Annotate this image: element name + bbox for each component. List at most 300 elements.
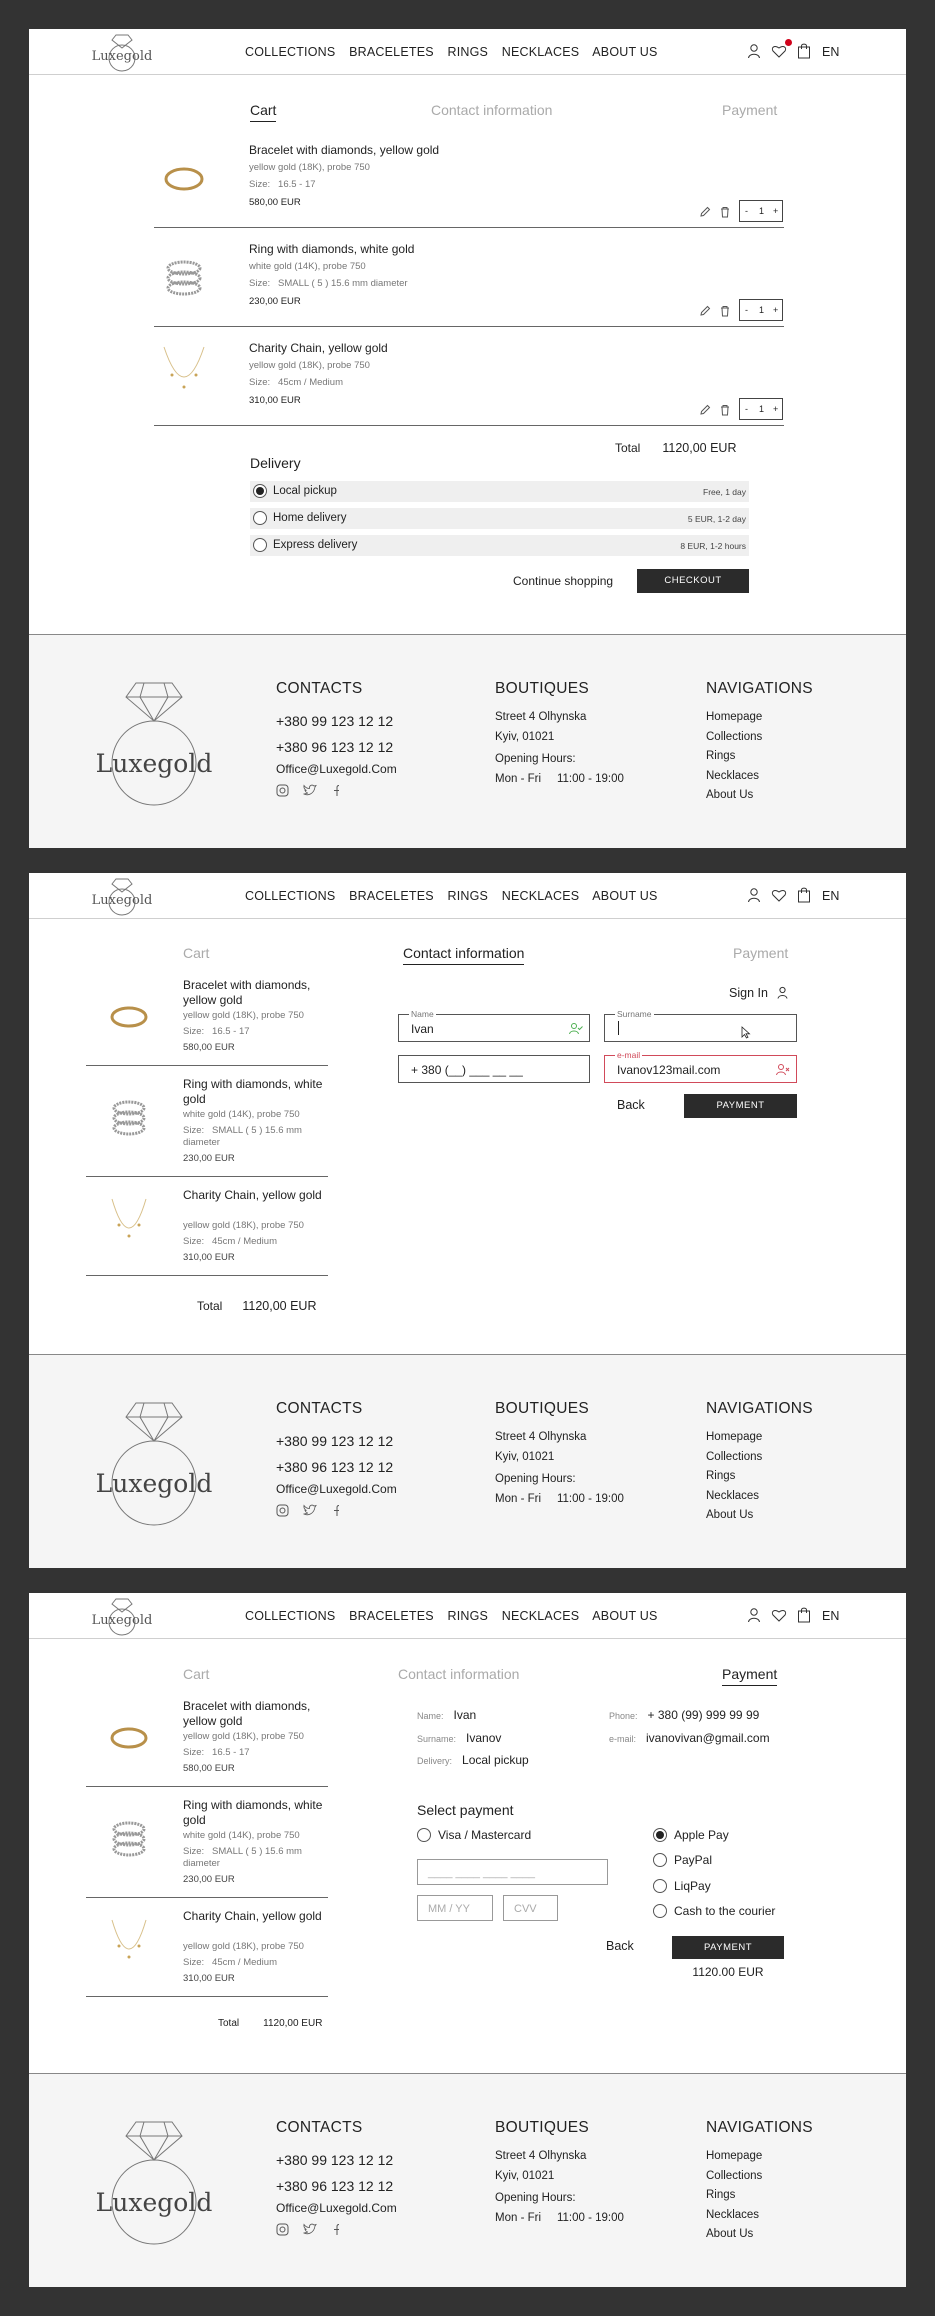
continue-shopping-link[interactable]: Continue shopping [513, 574, 614, 588]
back-link[interactable]: Back [617, 1098, 645, 1112]
user-icon[interactable] [747, 43, 761, 59]
hours: Mon - Fri 11:00 - 19:00 [495, 1492, 624, 1505]
option-label: Visa / Mastercard [438, 1828, 532, 1842]
item-size [249, 278, 408, 289]
payment-option-paypal[interactable] [653, 1853, 712, 1867]
item-price: 230,00 EUR [249, 296, 301, 307]
quantity-stepper [739, 299, 783, 321]
user-check-icon [569, 1022, 583, 1035]
contacts-title: CONTACTS [276, 2119, 363, 2136]
item-price: 580,00 EUR [183, 1042, 235, 1053]
email-value: Ivanov123mail.com [617, 1063, 721, 1077]
info-email [609, 1731, 770, 1745]
qty-minus[interactable]: - [745, 206, 748, 216]
step-payment[interactable]: Payment [722, 102, 778, 118]
sign-in-label: Sign In [729, 986, 768, 1000]
info-key: Delivery: [417, 1756, 453, 1766]
size-value: SMALL ( 5 ) 15.6 mm diameter [278, 278, 408, 289]
delivery-info: 8 EUR, 1-2 hours [680, 541, 746, 551]
header [29, 873, 906, 919]
expiry-input[interactable]: MM / YY [417, 1895, 493, 1921]
footer-logo[interactable] [84, 675, 224, 815]
item-size [249, 377, 343, 388]
sign-in-link[interactable] [729, 986, 788, 1000]
email-link[interactable]: Office@Luxegold.Com [276, 2201, 397, 2215]
language-switch[interactable]: EN [822, 889, 840, 903]
main-nav [245, 45, 668, 59]
radio[interactable] [653, 1879, 667, 1893]
nav-collections[interactable]: COLLECTIONS [245, 45, 336, 59]
header [29, 1593, 906, 1639]
name-label: Name [411, 1009, 434, 1019]
checkout-button[interactable]: CHECKOUT [637, 569, 749, 593]
radio[interactable] [653, 1853, 667, 1867]
email-link[interactable]: Office@Luxegold.Com [276, 1482, 397, 1496]
size-label: Size: [183, 1957, 205, 1968]
step-cart[interactable]: Cart [183, 1666, 210, 1682]
text-cursor [618, 1021, 619, 1035]
main-nav [245, 889, 668, 903]
facebook-icon[interactable] [332, 784, 340, 797]
twitter-icon[interactable] [303, 1504, 317, 1517]
payment-amount: 1120.00 EUR [692, 1965, 764, 1979]
phone-value: + 380 (__) ___ __ __ [411, 1063, 523, 1077]
step-cart[interactable]: Cart [183, 945, 210, 961]
footer-logo[interactable] [84, 2114, 224, 2254]
item-name[interactable]: Bracelet with diamonds, yellow gold [249, 143, 440, 157]
delivery-label: Home delivery [273, 512, 347, 524]
main-nav [245, 1609, 668, 1623]
item-material: yellow gold (18K), probe 750 [183, 1010, 304, 1021]
nav-rings[interactable]: RINGS [447, 889, 489, 903]
mouse-pointer-icon [741, 1026, 751, 1039]
footer-link-collections[interactable]: Collections [706, 730, 763, 743]
cart-item [154, 129, 784, 228]
logo[interactable] [87, 31, 157, 73]
hours-title: Opening Hours: [495, 2192, 576, 2204]
total-label: Total [197, 1299, 223, 1313]
delivery-label: Local pickup [273, 485, 337, 497]
surname-label: Surname [617, 1009, 652, 1019]
delivery-option-express[interactable] [250, 535, 749, 556]
footer-link-rings[interactable]: Rings [706, 1470, 736, 1482]
facebook-icon[interactable] [332, 1504, 340, 1517]
item-name[interactable]: Charity Chain, yellow gold [183, 1909, 322, 1923]
radio-selected[interactable] [253, 484, 267, 498]
language-switch[interactable]: EN [822, 1609, 840, 1623]
payment-option-liqpay[interactable] [653, 1879, 711, 1893]
facebook-icon[interactable] [332, 2223, 340, 2236]
footer-logo-text: Luxegold [95, 1469, 213, 1498]
header-icons [747, 887, 867, 905]
qty-minus[interactable]: - [745, 404, 748, 414]
total-label: Total [218, 2018, 240, 2029]
hours: Mon - Fri 11:00 - 19:00 [495, 772, 624, 785]
size-label: Size: [183, 1125, 205, 1136]
item-size [183, 1026, 323, 1038]
bracelet-image [154, 139, 214, 219]
cart-icon[interactable] [797, 887, 811, 903]
navigations-title: NAVIGATIONS [706, 680, 813, 697]
nav-about-us[interactable]: ABOUT US [592, 45, 658, 59]
order-item [86, 1177, 328, 1276]
item-price: 580,00 EUR [183, 1763, 235, 1774]
social-links [276, 1504, 397, 1518]
delivery-option-local[interactable] [250, 481, 749, 502]
item-material: white gold (14K), probe 750 [249, 261, 366, 272]
info-value: Local pickup [462, 1753, 529, 1767]
qty-value: 1 [759, 404, 765, 414]
ring-logo-icon [84, 675, 224, 815]
address-line: Kyiv, 01021 [495, 2169, 555, 2182]
size-value: 45cm / Medium [212, 1957, 277, 1968]
item-name[interactable]: Bracelet with diamonds, yellow gold [183, 1699, 311, 1728]
footer-link-necklaces[interactable]: Necklaces [706, 769, 760, 782]
footer [29, 2073, 906, 2287]
footer-link-homepage[interactable]: Homepage [706, 2150, 763, 2162]
trash-icon[interactable] [719, 206, 731, 218]
size-label: Size: [249, 278, 271, 289]
order-item [86, 1066, 328, 1177]
option-label: Cash to the courier [674, 1904, 776, 1918]
hours: Mon - Fri 11:00 - 19:00 [495, 2211, 624, 2224]
nav-collections[interactable]: COLLECTIONS [245, 1609, 336, 1623]
contact-screen [29, 873, 906, 1568]
item-size [183, 1846, 323, 1870]
card-number-input[interactable]: ____ ____ ____ ____ [417, 1859, 608, 1885]
info-phone [609, 1708, 759, 1722]
navigations-title: NAVIGATIONS [706, 1400, 813, 1417]
language-switch[interactable]: EN [822, 45, 840, 59]
footer-link-rings[interactable]: Rings [706, 2189, 736, 2201]
quantity-stepper [739, 200, 783, 222]
footer-link-homepage[interactable]: Homepage [706, 1431, 763, 1443]
nav-collections[interactable]: COLLECTIONS [245, 889, 336, 903]
item-size [183, 1236, 323, 1248]
qty-plus[interactable]: + [773, 404, 779, 414]
qty-plus[interactable]: + [773, 206, 779, 216]
footer-boutiques [495, 1400, 624, 1509]
footer-contacts [276, 680, 397, 798]
qty-value: 1 [759, 305, 765, 315]
address-line: Street 4 Olhynska [495, 2150, 587, 2162]
footer-link-about[interactable]: About Us [706, 1509, 754, 1521]
order-item [86, 1898, 328, 1997]
nav-rings[interactable]: RINGS [447, 1609, 489, 1623]
address-line: Street 4 Olhynska [495, 711, 587, 723]
step-contact[interactable]: Contact information [398, 1666, 520, 1682]
select-payment-title: Select payment [417, 1802, 514, 1818]
address-line: Kyiv, 01021 [495, 730, 555, 743]
total-value: 1120,00 EUR [242, 1299, 317, 1313]
item-price: 230,00 EUR [183, 1874, 235, 1885]
item-price: 310,00 EUR [183, 1973, 235, 1984]
size-label: Size: [183, 1236, 205, 1247]
nav-about-us[interactable]: ABOUT US [592, 1609, 658, 1623]
navigations-title: NAVIGATIONS [706, 2119, 813, 2136]
item-name[interactable]: Charity Chain, yellow gold [249, 341, 388, 355]
chain-image [106, 1912, 152, 1984]
item-material: white gold (14K), probe 750 [183, 1830, 300, 1841]
size-label: Size: [183, 1747, 205, 1758]
radio-selected[interactable] [653, 1828, 667, 1842]
size-value: 16.5 - 17 [212, 1026, 250, 1037]
footer-link-necklaces[interactable]: Necklaces [706, 2208, 760, 2221]
item-name[interactable]: Bracelet with diamonds, yellow gold [183, 978, 311, 1007]
trash-icon[interactable] [719, 305, 731, 317]
chain-image [106, 1191, 152, 1263]
edit-icon[interactable] [699, 404, 711, 416]
item-material: yellow gold (18K), probe 750 [183, 1941, 304, 1952]
order-total [197, 1299, 316, 1313]
cart-icon[interactable] [797, 43, 811, 59]
twitter-icon[interactable] [303, 784, 317, 797]
nav-necklaces[interactable]: NECKLACES [501, 45, 580, 59]
footer-logo-text: Luxegold [95, 2188, 213, 2217]
social-links [276, 784, 397, 798]
info-value: Ivanov [466, 1731, 502, 1745]
logo-text: Luxegold [91, 1613, 153, 1628]
item-size [183, 1125, 323, 1149]
nav-necklaces[interactable]: NECKLACES [501, 1609, 580, 1623]
size-value: SMALL ( 5 ) 15.6 mm diameter [183, 1846, 302, 1869]
step-payment[interactable]: Payment [733, 945, 789, 961]
delivery-info: 5 EUR, 1-2 day [687, 514, 746, 524]
ring-image [106, 1801, 152, 1873]
step-cart[interactable]: Cart [250, 102, 277, 118]
footer-boutiques [495, 680, 624, 789]
surname-field[interactable] [604, 1009, 797, 1042]
bracelet-image [106, 1702, 152, 1774]
email-field[interactable] [604, 1050, 797, 1083]
header-icons [747, 43, 867, 61]
cart-icon[interactable] [797, 1607, 811, 1623]
footer-logo-text: Luxegold [95, 749, 213, 778]
item-material: yellow gold (18K), probe 750 [183, 1220, 304, 1231]
item-size [183, 1957, 323, 1969]
cart-total [615, 441, 736, 455]
nav-about-us[interactable]: ABOUT US [592, 889, 658, 903]
item-material: white gold (14K), probe 750 [183, 1109, 300, 1120]
footer-link-collections[interactable]: Collections [706, 1450, 763, 1463]
nav-braceletes[interactable]: BRACELETES [349, 1609, 434, 1623]
chain-image [154, 337, 214, 417]
size-label: Size: [183, 1026, 205, 1037]
logo-text: Luxegold [91, 893, 153, 908]
nav-necklaces[interactable]: NECKLACES [501, 889, 580, 903]
nav-braceletes[interactable]: BRACELETES [349, 889, 434, 903]
heart-icon[interactable] [771, 1607, 787, 1623]
cart-screen [29, 29, 906, 848]
instagram-icon[interactable] [276, 1504, 289, 1517]
user-icon[interactable] [747, 1607, 761, 1623]
phone-2[interactable]: +380 96 123 12 12 [276, 739, 394, 755]
address-line: Kyiv, 01021 [495, 1450, 555, 1463]
user-icon[interactable] [747, 887, 761, 903]
footer-link-collections[interactable]: Collections [706, 2169, 763, 2182]
twitter-icon[interactable] [303, 2223, 317, 2236]
phone-field[interactable] [398, 1055, 590, 1083]
header-icons [747, 1607, 867, 1625]
trash-icon[interactable] [719, 404, 731, 416]
item-price: 230,00 EUR [183, 1153, 235, 1164]
boutiques-title: BOUTIQUES [495, 1400, 589, 1417]
info-key: Phone: [609, 1711, 638, 1721]
order-total [218, 2018, 322, 2029]
footer [29, 634, 906, 848]
item-price: 310,00 EUR [183, 1252, 235, 1263]
total-value: 1120,00 EUR [263, 2018, 323, 2029]
info-value: Ivan [453, 1708, 477, 1722]
item-material: yellow gold (18K), probe 750 [183, 1731, 304, 1742]
info-value: ivanovivan@gmail.com [646, 1731, 770, 1745]
item-name[interactable]: Ring with diamonds, white gold [249, 242, 415, 256]
footer-link-about[interactable]: About Us [706, 789, 754, 801]
payment-option-cash[interactable] [653, 1904, 775, 1918]
name-field[interactable] [398, 1009, 590, 1042]
radio[interactable] [653, 1904, 667, 1918]
user-icon [777, 986, 788, 999]
phone-2[interactable]: +380 96 123 12 12 [276, 2178, 394, 2194]
phone-1[interactable]: +380 99 123 12 12 [276, 713, 394, 729]
payment-screen [29, 1593, 906, 2287]
delivery-option-home[interactable] [250, 508, 749, 529]
radio[interactable] [253, 538, 267, 552]
total-value: 1120,00 EUR [662, 441, 737, 455]
item-material: yellow gold (18K), probe 750 [249, 360, 370, 371]
footer-contacts [276, 1400, 397, 1518]
option-label: PayPal [674, 1853, 713, 1867]
size-value: SMALL ( 5 ) 15.6 mm diameter [183, 1125, 302, 1148]
edit-icon[interactable] [699, 305, 711, 317]
info-surname [417, 1731, 501, 1745]
item-price: 580,00 EUR [249, 197, 301, 208]
order-item [86, 1787, 328, 1898]
total-label: Total [615, 441, 641, 455]
address-line: Street 4 Olhynska [495, 1431, 587, 1443]
ring-image [154, 238, 214, 318]
email-link[interactable]: Office@Luxegold.Com [276, 762, 397, 776]
phone-1[interactable]: +380 99 123 12 12 [276, 2152, 394, 2168]
step-contact[interactable]: Contact information [403, 945, 525, 961]
size-label: Size: [249, 377, 271, 388]
option-label: LiqPay [674, 1879, 711, 1893]
phone-2[interactable]: +380 96 123 12 12 [276, 1459, 394, 1475]
boutiques-title: BOUTIQUES [495, 680, 589, 697]
instagram-icon[interactable] [276, 784, 289, 797]
logo[interactable] [87, 1595, 157, 1637]
size-value: 45cm / Medium [278, 377, 343, 388]
cart-item [154, 327, 784, 426]
info-key: Name: [417, 1711, 444, 1721]
size-value: 16.5 - 17 [212, 1747, 250, 1758]
delivery-title: Delivery [250, 455, 301, 471]
footer-link-homepage[interactable]: Homepage [706, 711, 763, 723]
footer-boutiques [495, 2119, 624, 2228]
quantity-stepper [739, 398, 783, 420]
email-label: e-mail [617, 1050, 641, 1060]
footer-navigation [706, 2119, 813, 2245]
size-label: Size: [183, 1846, 205, 1857]
cart-item [154, 228, 784, 327]
size-value: 45cm / Medium [212, 1236, 277, 1247]
footer-link-rings[interactable]: Rings [706, 750, 736, 762]
logo[interactable] [87, 875, 157, 917]
item-name[interactable]: Ring with diamonds, white gold [183, 1077, 323, 1106]
qty-plus[interactable]: + [773, 305, 779, 315]
radio[interactable] [417, 1828, 431, 1842]
footer-navigation [706, 1400, 813, 1526]
hours-title: Opening Hours: [495, 753, 576, 765]
social-links [276, 2223, 397, 2237]
qty-value: 1 [759, 206, 765, 216]
footer-link-about[interactable]: About Us [706, 2228, 754, 2240]
phone-1[interactable]: +380 99 123 12 12 [276, 1433, 394, 1449]
footer-navigation [706, 680, 813, 806]
hours-title: Opening Hours: [495, 1473, 576, 1485]
item-size [183, 1747, 323, 1759]
name-value: Ivan [411, 1022, 434, 1036]
heart-icon[interactable] [771, 887, 787, 903]
info-key: Surname: [417, 1734, 457, 1744]
ring-image [106, 1080, 152, 1152]
edit-icon[interactable] [699, 206, 711, 218]
contacts-title: CONTACTS [276, 680, 363, 697]
payment-button[interactable]: PAYMENT [672, 1936, 784, 1959]
item-price: 310,00 EUR [249, 395, 301, 406]
nav-braceletes[interactable]: BRACELETES [349, 45, 434, 59]
delivery-info: Free, 1 day [703, 487, 746, 497]
step-payment[interactable]: Payment [722, 1666, 778, 1682]
size-label: Size: [249, 179, 271, 190]
info-name [417, 1708, 476, 1722]
header [29, 29, 906, 75]
payment-button[interactable]: PAYMENT [684, 1094, 797, 1118]
info-value: + 380 (99) 999 99 99 [647, 1708, 760, 1722]
item-name[interactable]: Ring with diamonds, white gold [183, 1798, 323, 1827]
user-error-icon [776, 1063, 790, 1076]
boutiques-title: BOUTIQUES [495, 2119, 589, 2136]
contacts-title: CONTACTS [276, 1400, 363, 1417]
step-contact[interactable]: Contact information [431, 102, 553, 118]
item-material: yellow gold (18K), probe 750 [249, 162, 370, 173]
footer [29, 1354, 906, 1568]
ring-logo-icon [84, 1395, 224, 1535]
order-item [86, 1688, 328, 1787]
back-link[interactable]: Back [606, 1939, 634, 1953]
footer-link-necklaces[interactable]: Necklaces [706, 1489, 760, 1502]
item-name[interactable]: Charity Chain, yellow gold [183, 1188, 322, 1202]
qty-minus[interactable]: - [745, 305, 748, 315]
nav-rings[interactable]: RINGS [447, 45, 489, 59]
info-key: e-mail: [609, 1734, 637, 1744]
bracelet-image [106, 981, 152, 1053]
order-item [86, 967, 328, 1066]
delivery-label: Express delivery [273, 539, 358, 551]
logo-text: Luxegold [91, 49, 153, 64]
footer-logo[interactable] [84, 1395, 224, 1535]
item-size [249, 179, 316, 190]
size-value: 16.5 - 17 [278, 179, 316, 190]
option-label: Apple Pay [674, 1828, 729, 1842]
heart-icon[interactable] [771, 43, 787, 59]
footer-contacts [276, 2119, 397, 2237]
instagram-icon[interactable] [276, 2223, 289, 2236]
payment-option-apple-pay[interactable] [653, 1828, 729, 1842]
radio[interactable] [253, 511, 267, 525]
payment-option-card[interactable] [417, 1828, 531, 1842]
cvv-input[interactable]: CVV [503, 1895, 558, 1921]
